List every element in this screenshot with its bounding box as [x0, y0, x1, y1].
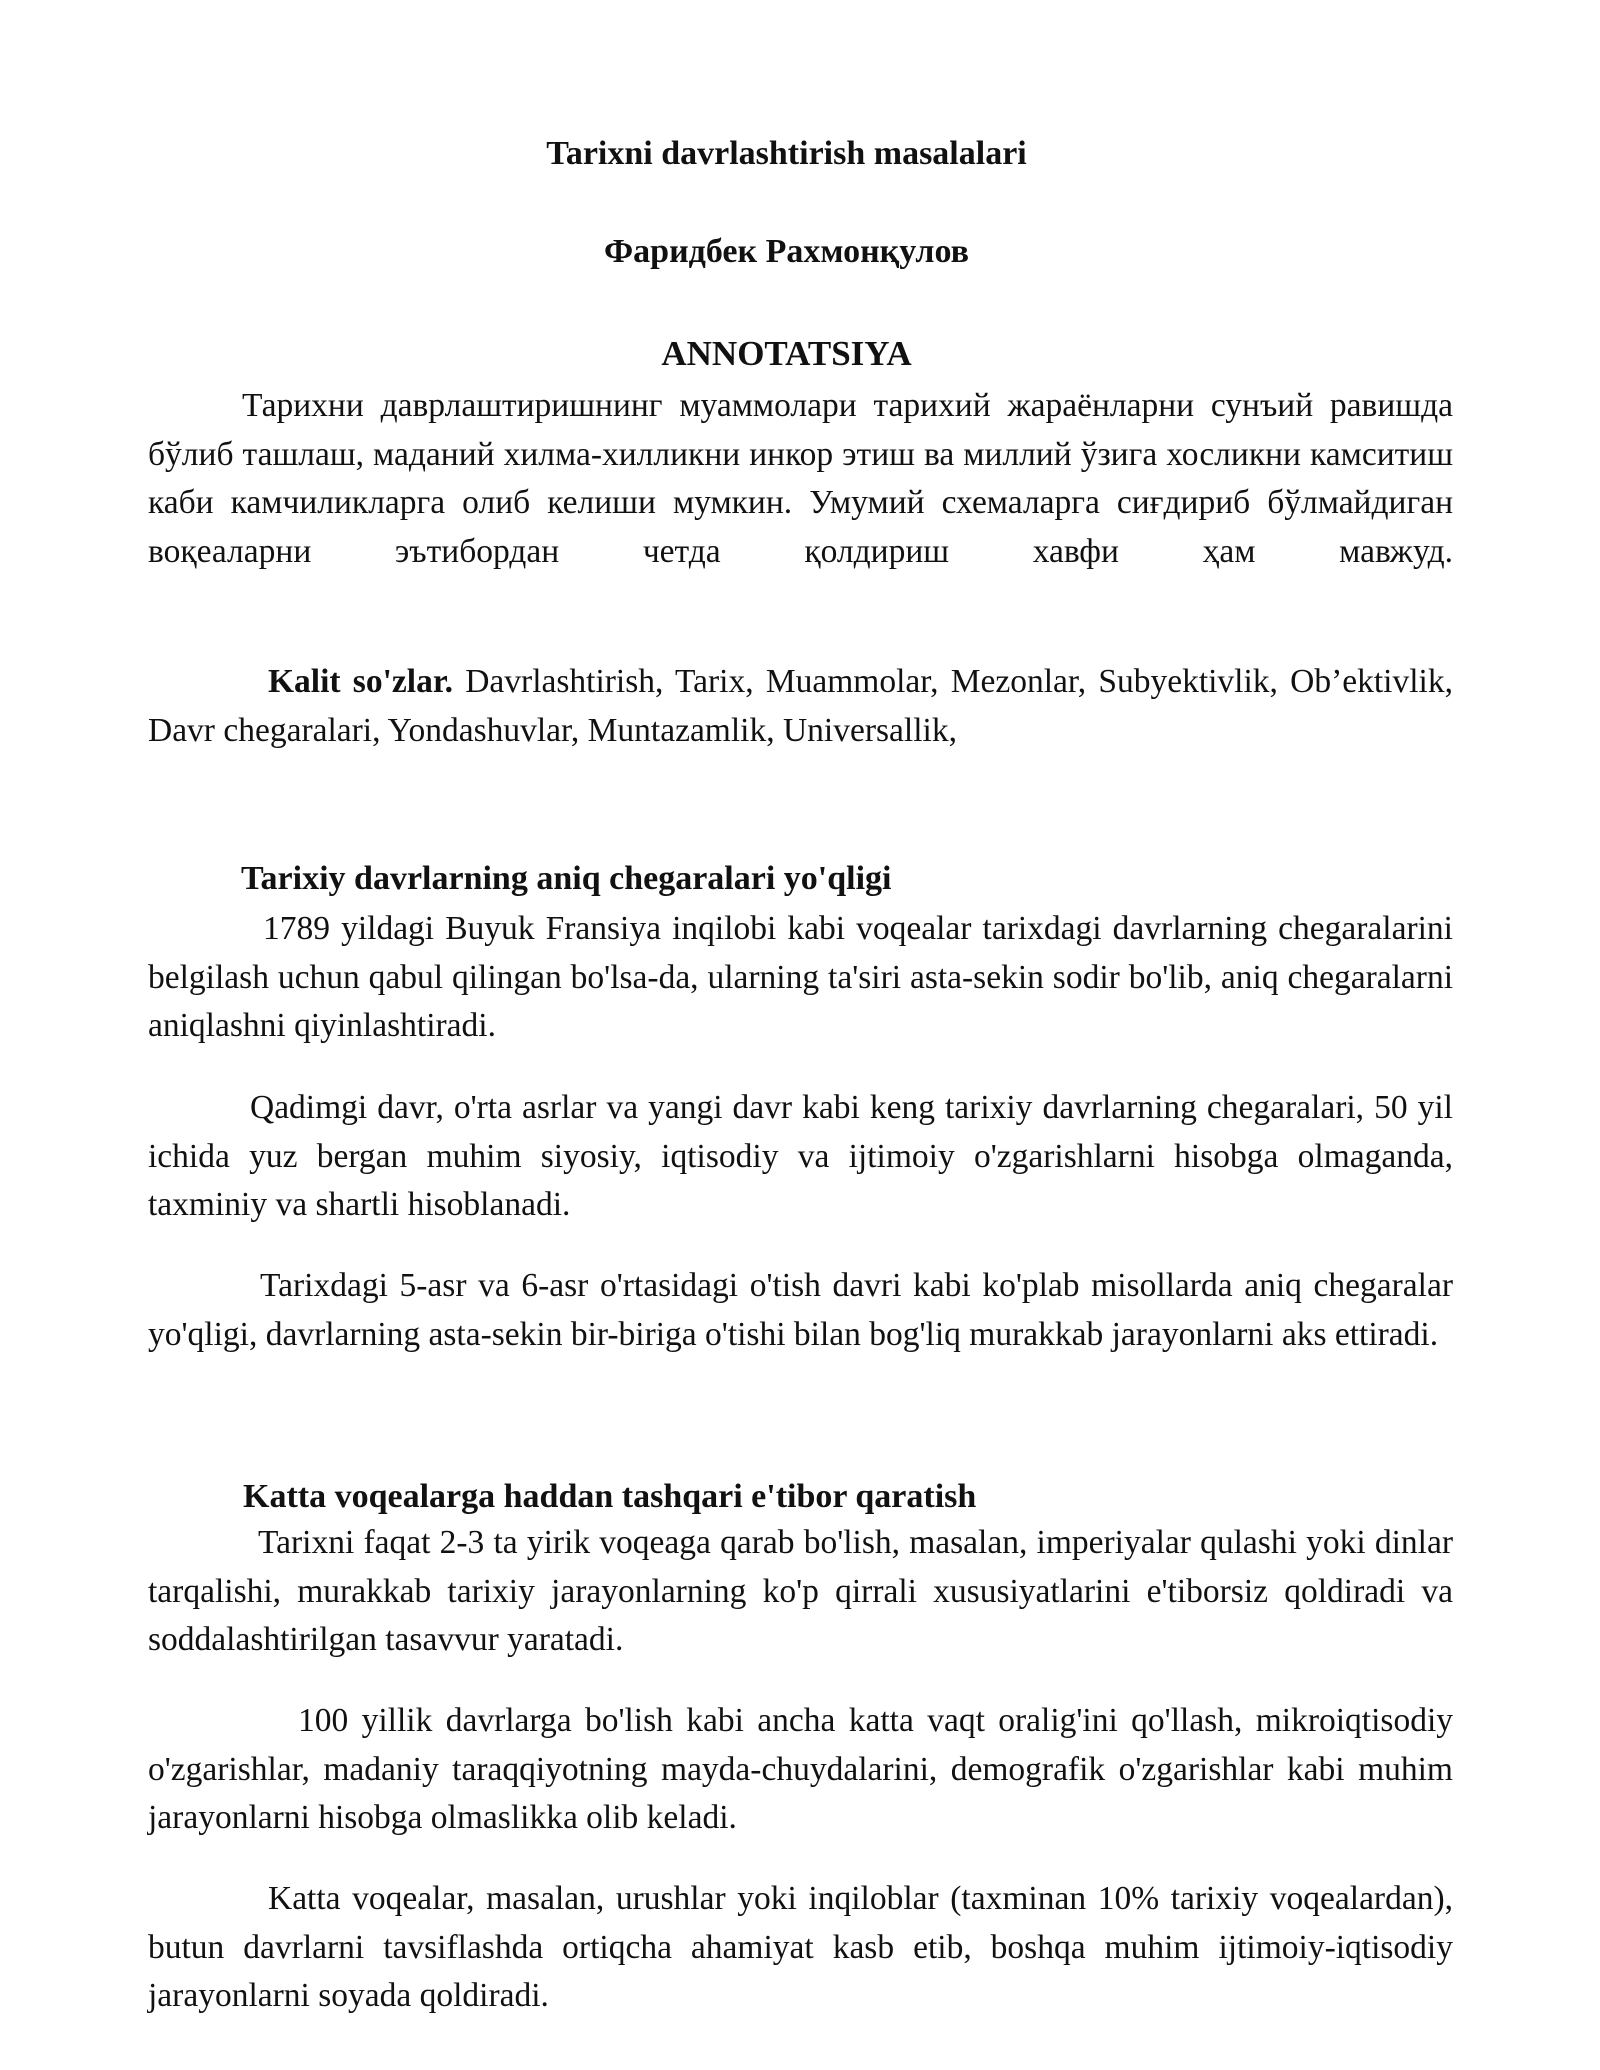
- section-paragraph: Tarixni faqat 2-3 ta yirik voqeaga qarab bo'lish, masalan, imperiyalar qulashi yoki dinlar tarqalishi, murakkab tarixiy jarayonlarning ko'p qirrali xususiyatlarini e'tiborsiz qoldiradi va soddalashtirilgan tasavvur yaratadi.: [148, 1524, 1453, 1658]
- section-paragraph: Katta voqealar, masalan, urushlar yoki inqiloblar (taxminan 10% tarixiy voqealardan), butun davrlarni tavsiflashda ortiqcha ahamiyat kasb etib, boshqa muhim ijtimoiy-iqtisodiy jarayonlarni soyada qoldiradi.: [148, 1880, 1453, 2014]
- keywords-list: Davrlashtirish, Tarix, Muammolar, Mezonlar, Subyektivlik, Ob’ektivlik, Davr chegaralari, Yondashuvlar, Muntazamlik, Universallik,: [148, 663, 1453, 749]
- author-name: Фаридбек Рахмонқулов: [603, 233, 970, 270]
- section-heading: Katta voqealarga haddan tashqari e'tibor qaratish: [243, 1478, 977, 1515]
- keywords-paragraph: [148, 658, 1453, 755]
- section-paragraph: 100 yillik davrlarga bo'lish kabi ancha katta vaqt oralig'ini qo'llash, mikroiqtisodiy o'zgarishlar, madaniy taraqqiyotning mayda-chuydalarini, demografik o'zgarishlar kabi muhim jarayonlarni hisobga olmaslikka olib keladi.: [148, 1702, 1453, 1836]
- section-paragraph: Qadimgi davr, o'rta asrlar va yangi davr kabi keng tarixiy davrlarning chegaralari, 50 yil ichida yuz bergan muhim siyosiy, iqtisodiy va ijtimoiy o'zgarishlarni hisobga olmaganda, taxminiy va shartli hisoblanadi.: [148, 1089, 1453, 1223]
- keywords-label: Kalit so'zlar.: [268, 663, 453, 700]
- section-paragraph: Tarixdagi 5-asr va 6-asr o'rtasidagi o'tish davri kabi ko'plab misollarda aniq chegaralar yo'qligi, davrlarning asta-sekin bir-biriga o'tishi bilan bog'liq murakkab jarayonlarni aks ettiradi.: [148, 1267, 1453, 1353]
- document-title: Tarixni davrlashtirish masalalari: [546, 135, 1027, 172]
- abstract-text: [148, 382, 1453, 576]
- abstract-heading: ANNOTATSIYA: [661, 334, 912, 373]
- section-heading: Tarixiy davrlarning aniq chegaralari yo'qligi: [241, 860, 892, 897]
- abstract-body: Тарихни даврлаштиришнинг муаммолари тарихий жараёнларни сунъий равишда бўлиб ташлаш, маданий хилма-хилликни инкор этиш ва миллий ўзига хосликни камситиш каби камчиликларга олиб келиши мумкин. Умумий схемаларга сиғдириб бўлмайдиган воқеаларни эътибордан четда қолдириш хавфи ҳам мавжуд.: [148, 387, 1453, 570]
- section-paragraph: 1789 yildagi Buyuk Fransiya inqilobi kabi voqealar tarixdagi davrlarning chegaralarini belgilash uchun qabul qilingan bo'lsa-da, ularning ta'siri asta-sekin sodir bo'lib, aniq chegaralarni aniqlashni qiyinlashtiradi.: [148, 910, 1453, 1044]
